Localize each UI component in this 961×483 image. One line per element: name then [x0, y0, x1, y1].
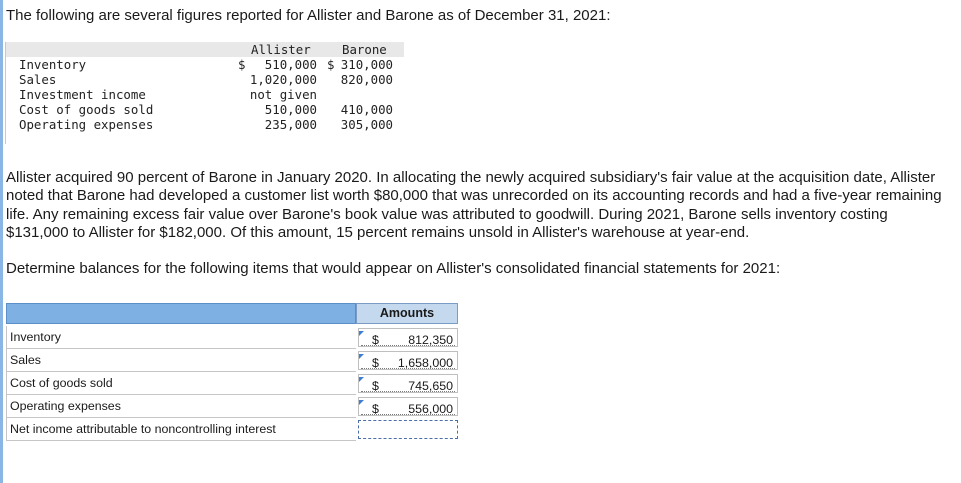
- answer-label-cogs: Cost of goods sold: [6, 372, 356, 395]
- given-label-sales: Sales: [19, 72, 57, 87]
- given-figures-table: [5, 40, 404, 144]
- answer-header-bar: [6, 303, 356, 324]
- given-barone-inventory: 310,000: [340, 57, 393, 72]
- answer-input-inventory[interactable]: [358, 328, 458, 347]
- cell-underline: [361, 414, 455, 415]
- given-label-operating-expenses: Operating expenses: [19, 117, 154, 132]
- problem-paragraph: Allister acquired 90 percent of Barone in January 2020. In allocating the newly acquired subsidiary's fair value at the acquisition date, Allister noted that Barone had developed a customer list worth $80,000 that was unrecorded on its accounting records and had a five-year remaining life. Any remaining excess fair value over Barone's book value was attributed to goodwill. During 2021, Barone sells inventory costing $131,000 to Allister for $182,000. Of this amount, 15 percent remains unsold in Allister's warehouse at year-end.: [6, 169, 942, 242]
- answer-cell-inventory[interactable]: [358, 326, 458, 349]
- answer-value-operating-expenses: 556,000: [408, 402, 453, 416]
- answer-value-cogs: 745,650: [408, 379, 453, 393]
- cell-underline: [361, 391, 455, 392]
- flag-icon: [359, 377, 364, 382]
- answer-label-sales: Sales: [6, 349, 356, 372]
- answer-dollar-sign: $: [372, 402, 379, 416]
- answer-row-sales: [6, 349, 458, 372]
- given-label-investment-income: Investment income: [19, 87, 146, 102]
- given-label-inventory: Inventory: [19, 57, 87, 72]
- answer-input-sales[interactable]: [358, 351, 458, 370]
- answer-value-inventory: 812,350: [408, 333, 453, 347]
- answer-row-operating-expenses: [6, 395, 458, 418]
- answer-label-operating-expenses: Operating expenses: [6, 395, 356, 418]
- left-accent-rule: [0, 0, 3, 483]
- answer-input-cogs[interactable]: [358, 374, 458, 393]
- answer-dollar-sign: $: [372, 333, 379, 347]
- given-allister-inventory: 510,000: [264, 57, 317, 72]
- header-barone: Barone: [342, 42, 387, 57]
- given-dollar-barone: $: [327, 57, 335, 72]
- cell-underline: [361, 368, 455, 369]
- answer-row-cogs: [6, 372, 458, 395]
- given-allister-operating-expenses: 235,000: [264, 117, 317, 132]
- question-text: Determine balances for the following items that would appear on Allister's consolidated financial statements for 2021:: [6, 260, 781, 277]
- answer-input-nci[interactable]: [358, 420, 458, 439]
- given-dollar-allister: $: [238, 57, 246, 72]
- answer-cell-nci[interactable]: [358, 418, 458, 441]
- given-label-cogs: Cost of goods sold: [19, 102, 154, 117]
- flag-icon: [359, 331, 364, 336]
- answer-value-sales: 1,658,000: [397, 356, 453, 370]
- answer-table: [6, 303, 458, 443]
- amounts-header: Amounts: [356, 303, 458, 324]
- answer-row-nci: [6, 418, 458, 441]
- flag-icon: [359, 400, 364, 405]
- answer-cell-operating-expenses[interactable]: [358, 395, 458, 418]
- given-barone-cogs: 410,000: [340, 102, 393, 117]
- answer-label-nci: Net income attributable to noncontrolling interest: [6, 418, 356, 441]
- given-allister-cogs: 510,000: [264, 102, 317, 117]
- answer-label-inventory: Inventory: [6, 326, 356, 349]
- header-allister: Allister: [251, 42, 311, 57]
- answer-cell-sales[interactable]: [358, 349, 458, 372]
- answer-cell-cogs[interactable]: [358, 372, 458, 395]
- answer-dollar-sign: $: [372, 379, 379, 393]
- answer-dollar-sign: $: [372, 356, 379, 370]
- given-allister-sales: 1,020,000: [249, 72, 317, 87]
- cell-underline: [361, 345, 455, 346]
- given-left-border: [5, 42, 6, 144]
- given-barone-sales: 820,000: [340, 72, 393, 87]
- flag-icon: [359, 354, 364, 359]
- intro-text: The following are several figures reported for Allister and Barone as of December 31, 2021:: [6, 7, 611, 24]
- answer-row-inventory: [6, 326, 458, 349]
- given-allister-investment-income: not given: [249, 87, 317, 102]
- given-barone-operating-expenses: 305,000: [340, 117, 393, 132]
- answer-input-operating-expenses[interactable]: [358, 397, 458, 416]
